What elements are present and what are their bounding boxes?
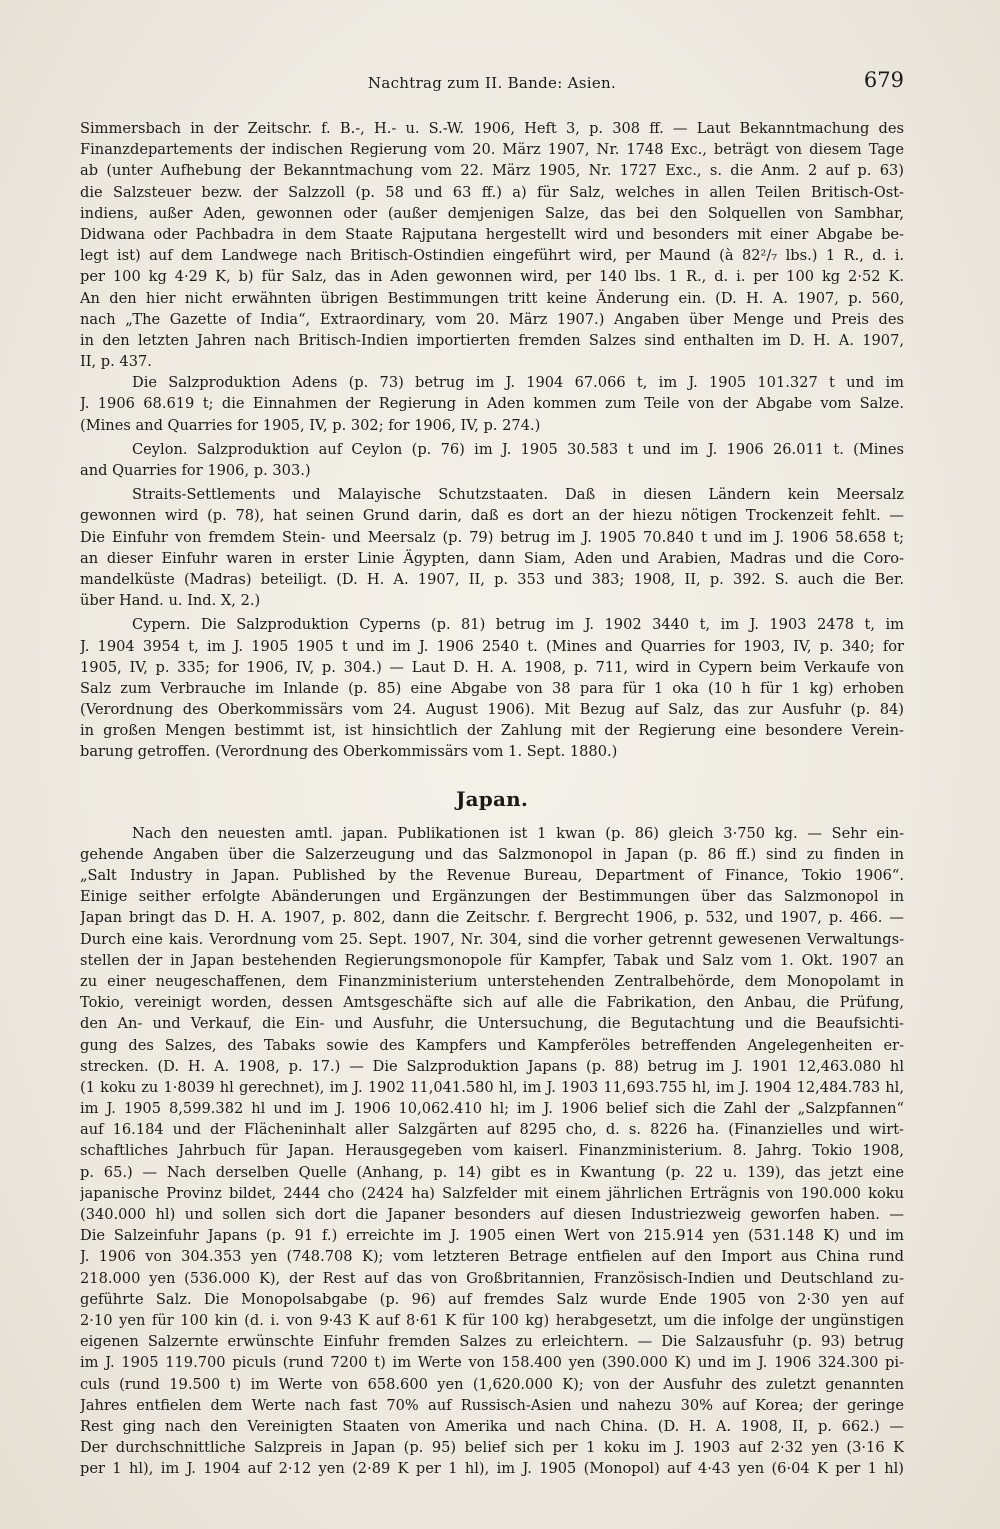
text-line: Durch eine kais. Verordnung vom 25. Sept. 1907, Nr. 304, sind die vorher getrennt gewesenen Verwaltungs- [80, 930, 904, 948]
text-line: in den letzten Jahren nach Britisch-Indien importierten fremden Salzes sind enthalten im D. H. A. 1907, [80, 331, 904, 349]
text-line: indiens, außer Aden, gewonnen oder (außer demjenigen Salze, das bei den Solquellen von Sambhar, [80, 204, 904, 222]
text-line: Simmersbach in der Zeitschr. f. B.-, H.- u. S.-W. 1906, Heft 3, p. 308 ff. — Laut Bekanntmachung des [80, 120, 904, 137]
text-line: „Salt Industry in Japan. Published by the Revenue Bureau, Department of Finance, Tokio 1906“. [80, 867, 904, 884]
text-line: (Mines and Quarries for 1905, IV, p. 302; for 1906, IV, p. 274.) [80, 416, 541, 434]
text-line: Cypern. Die Salzproduktion Cyperns (p. 81) betrug im J. 1902 3440 t, im J. 1903 2478 t, im [132, 616, 904, 634]
text-line: II, p. 437. [80, 353, 152, 371]
text-line: per 1 hl), im J. 1904 auf 2·12 yen (2·89 K per 1 hl), im J. 1905 (Monopol) auf 4·43 yen (6·04 K per 1 hl) [80, 1460, 904, 1478]
text-line: Straits-Settlements und Malayische Schutzstaaten. Daß in diesen Ländern kein Meersalz [132, 486, 904, 504]
text-line: J. 1906 von 304.353 yen (748.708 K); vom letzteren Betrage entfielen auf den Import aus China rund [80, 1248, 904, 1266]
text-line: ab (unter Aufhebung der Bekanntmachung vom 22. März 1905, Nr. 1727 Exc., s. die Anm. 2 auf p. 63) [80, 162, 904, 180]
text-line: geführte Salz. Die Monopolsabgabe (p. 96) auf fremdes Salz wurde Ende 1905 von 2·30 yen auf [80, 1290, 904, 1308]
text-line: gewonnen wird (p. 78), hat seinen Grund darin, daß es dort an der hiezu nötigen Trockenzeit fehlt. — [80, 507, 904, 525]
text-line: 2·10 yen für 100 kin (d. i. von 9·43 K auf 8·61 K für 100 kg) herabgesetzt, um die infolge der ungünstigen [80, 1311, 904, 1329]
text-line: Der durchschnittliche Salzpreis in Japan (p. 95) belief sich per 1 koku im J. 1903 auf 2·32 yen (3·16 K [80, 1439, 904, 1457]
text-line: J. 1904 3954 t, im J. 1905 1905 t und im J. 1906 2540 t. (Mines and Quarries for 1903, IV, p. 340; for [80, 637, 904, 655]
text-line: mandelküste (Madras) beteiligt. (D. H. A. 1907, II, p. 353 und 383; 1908, II, p. 392. S. auch die Ber. [80, 570, 904, 588]
text-line: Tokio, vereinigt worden, dessen Amtsgeschäfte sich auf alle die Fabrikation, den Anbau, die Prüfung, [80, 994, 904, 1012]
text-line: legt ist) auf dem Landwege nach Britisch-Ostindien eingeführt wird, per Maund (à 82²/₇ lbs.) 1 R., d. i. [80, 247, 904, 265]
text-line: Japan bringt das D. H. A. 1907, p. 802, dann die Zeitschr. f. Bergrecht 1906, p. 532, und 1907, p. 466. — [80, 909, 904, 927]
text-line: Einige seither erfolgte Abänderungen und Ergänzungen der Bestimmungen über das Salzmonopol in [80, 888, 904, 906]
text-line: barung getroffen. (Verordnung des Oberkommissärs vom 1. Sept. 1880.) [80, 743, 618, 761]
text-line: Die Salzproduktion Adens (p. 73) betrug im J. 1904 67.066 t, im J. 1905 101.327 t und im [132, 374, 904, 392]
text-line: Salz zum Verbrauche im Inlande (p. 85) eine Abgabe von 38 para für 1 oka (10 h für 1 kg) erhoben [80, 679, 904, 697]
text-line: gung des Salzes, des Tabaks sowie des Kampfers und Kampferöles betreffenden Angelegenheiten er- [80, 1036, 904, 1054]
text-line: p. 65.) — Nach derselben Quelle (Anhang, p. 14) gibt es in Kwantung (p. 22 u. 139), das jetzt eine [80, 1163, 904, 1181]
text-line: zu einer neugeschaffenen, dem Finanzministerium unterstehenden Zentralbehörde, dem Monopolamt in [80, 972, 904, 990]
text-line: Jahres entfielen dem Werte nach fast 70% auf Russisch-Asien und nahezu 30% auf Korea; der geringe [80, 1396, 904, 1414]
text-line: J. 1906 68.619 t; die Einnahmen der Regierung in Aden kommen zum Teile von der Abgabe vom Salze. [80, 395, 904, 413]
text-line: in großen Mengen bestimmt ist, ist hinsichtlich der Zahlung mit der Regierung eine besondere Verein- [80, 722, 904, 740]
section-title: Japan. [455, 786, 529, 811]
text-line: per 100 kg 4·29 K, b) für Salz, das in Aden gewonnen wird, per 140 lbs. 1 R., d. i. per 100 kg 2·52 K. [80, 268, 904, 286]
text-line: schaftliches Jahrbuch für Japan. Herausgegeben vom kaiserl. Finanzministerium. 8. Jahrg. Tokio 1908, [80, 1142, 904, 1160]
text-line: strecken. (D. H. A. 1908, p. 17.) — Die Salzproduktion Japans (p. 88) betrug im J. 1901 12,463.080 hl [80, 1057, 904, 1075]
text-line: Finanzdepartements der indischen Regierung vom 20. März 1907, Nr. 1748 Exc., beträgt von diesem Tage [80, 141, 904, 159]
text-line: Die Salzeinfuhr Japans (p. 91 f.) erreichte im J. 1905 einen Wert von 215.914 yen (531.148 K) und im [80, 1227, 904, 1245]
text-line: auf 16.184 und der Flächeninhalt aller Salzgärten auf 8295 cho, d. s. 8226 ha. (Finanzielles und wirt- [80, 1121, 904, 1139]
text-line: im J. 1905 8,599.382 hl und im J. 1906 10,062.410 hl; im J. 1906 belief sich die Zahl der „Salzpfannen“ [80, 1100, 904, 1118]
page-number: 679 [863, 68, 904, 92]
text-line: über Hand. u. Ind. X, 2.) [80, 592, 261, 610]
text-line: Die Einfuhr von fremdem Stein- und Meersalz (p. 79) betrug im J. 1905 70.840 t und im J. 1906 58.658 t; [80, 528, 904, 546]
text-line: 218.000 yen (536.000 K), der Rest auf das von Großbritannien, Französisch-Indien und Deutschland zu- [80, 1269, 904, 1287]
text-line: culs (rund 19.500 t) im Werte von 658.600 yen (1,620.000 K); von der Ausfuhr des zuletzt genannten [80, 1375, 904, 1393]
text-line: Didwana oder Pachbadra in dem Staate Rajputana hergestellt wird und besonders mit einer Abgabe be- [80, 225, 904, 243]
text-line: japanische Provinz bildet, 2444 cho (2424 ha) Salzfelder mit einem jährlichen Erträgnis von 190.000 koku [80, 1184, 904, 1202]
running-title: Nachtrag zum II. Bande: Asien. [367, 74, 617, 92]
text-line: (340.000 hl) und sollen sich dort die Japaner besonders auf diesen Industriezweig geworfen haben. — [80, 1206, 904, 1223]
text-line: die Salzsteuer bezw. der Salzzoll (p. 58 und 63 ff.) a) für Salz, welches in allen Teilen Britisch-Ost- [80, 183, 904, 201]
text-line: nach „The Gazette of India“, Extraordinary, vom 20. März 1907.) Angaben über Menge und Preis des [80, 310, 904, 328]
page-header [80, 62, 904, 96]
text-line: an dieser Einfuhr waren in erster Linie Ägypten, dann Siam, Aden und Arabien, Madras und die Coro- [80, 549, 904, 567]
text-line: and Quarries for 1906, p. 303.) [80, 462, 311, 479]
text-line: gehende Angaben über die Salzerzeugung und das Salzmonopol in Japan (p. 86 ff.) sind zu finden in [80, 845, 904, 863]
text-line: eigenen Salzernte erwünschte Einfuhr fremden Salzes zu erleichtern. — Die Salzausfuhr (p. 93) betrug [80, 1333, 904, 1351]
text-line: 1905, IV, p. 335; for 1906, IV, p. 304.) — Laut D. H. A. 1908, p. 711, wird in Cypern beim Verkaufe von [80, 658, 904, 676]
text-line: stellen der in Japan bestehenden Regierungsmonopole für Kampfer, Tabak und Salz vom 1. Okt. 1907 an [80, 951, 904, 969]
body-text [80, 118, 904, 1479]
text-line: (Verordnung des Oberkommissärs vom 24. August 1906). Mit Bezug auf Salz, das zur Ausfuhr (p. 84) [80, 701, 904, 719]
text-line: An den hier nicht erwähnten übrigen Bestimmungen tritt keine Änderung ein. (D. H. A. 1907, p. 560, [80, 289, 904, 307]
text-line: den An- und Verkauf, die Ein- und Ausfuhr, die Untersuchung, die Begutachtung und die Beaufsichti- [80, 1015, 904, 1033]
text-line: (1 koku zu 1·8039 hl gerechnet), im J. 1902 11,041.580 hl, im J. 1903 11,693.755 hl, im J. 1904 12,484.783 hl, [80, 1078, 904, 1096]
text-line: Rest ging nach den Vereinigten Staaten von Amerika und nach China. (D. H. A. 1908, II, p. 662.) — [80, 1417, 904, 1435]
text-line: Nach den neuesten amtl. japan. Publikationen ist 1 kwan (p. 86) gleich 3·750 kg. — Sehr ein- [132, 824, 904, 842]
text-line: im J. 1905 119.700 piculs (rund 7200 t) im Werte von 158.400 yen (390.000 K) und im J. 1906 324.300 pi- [80, 1354, 904, 1372]
text-line: Ceylon. Salzproduktion auf Ceylon (p. 76) im J. 1905 30.583 t und im J. 1906 26.011 t. (Mines [132, 440, 904, 458]
